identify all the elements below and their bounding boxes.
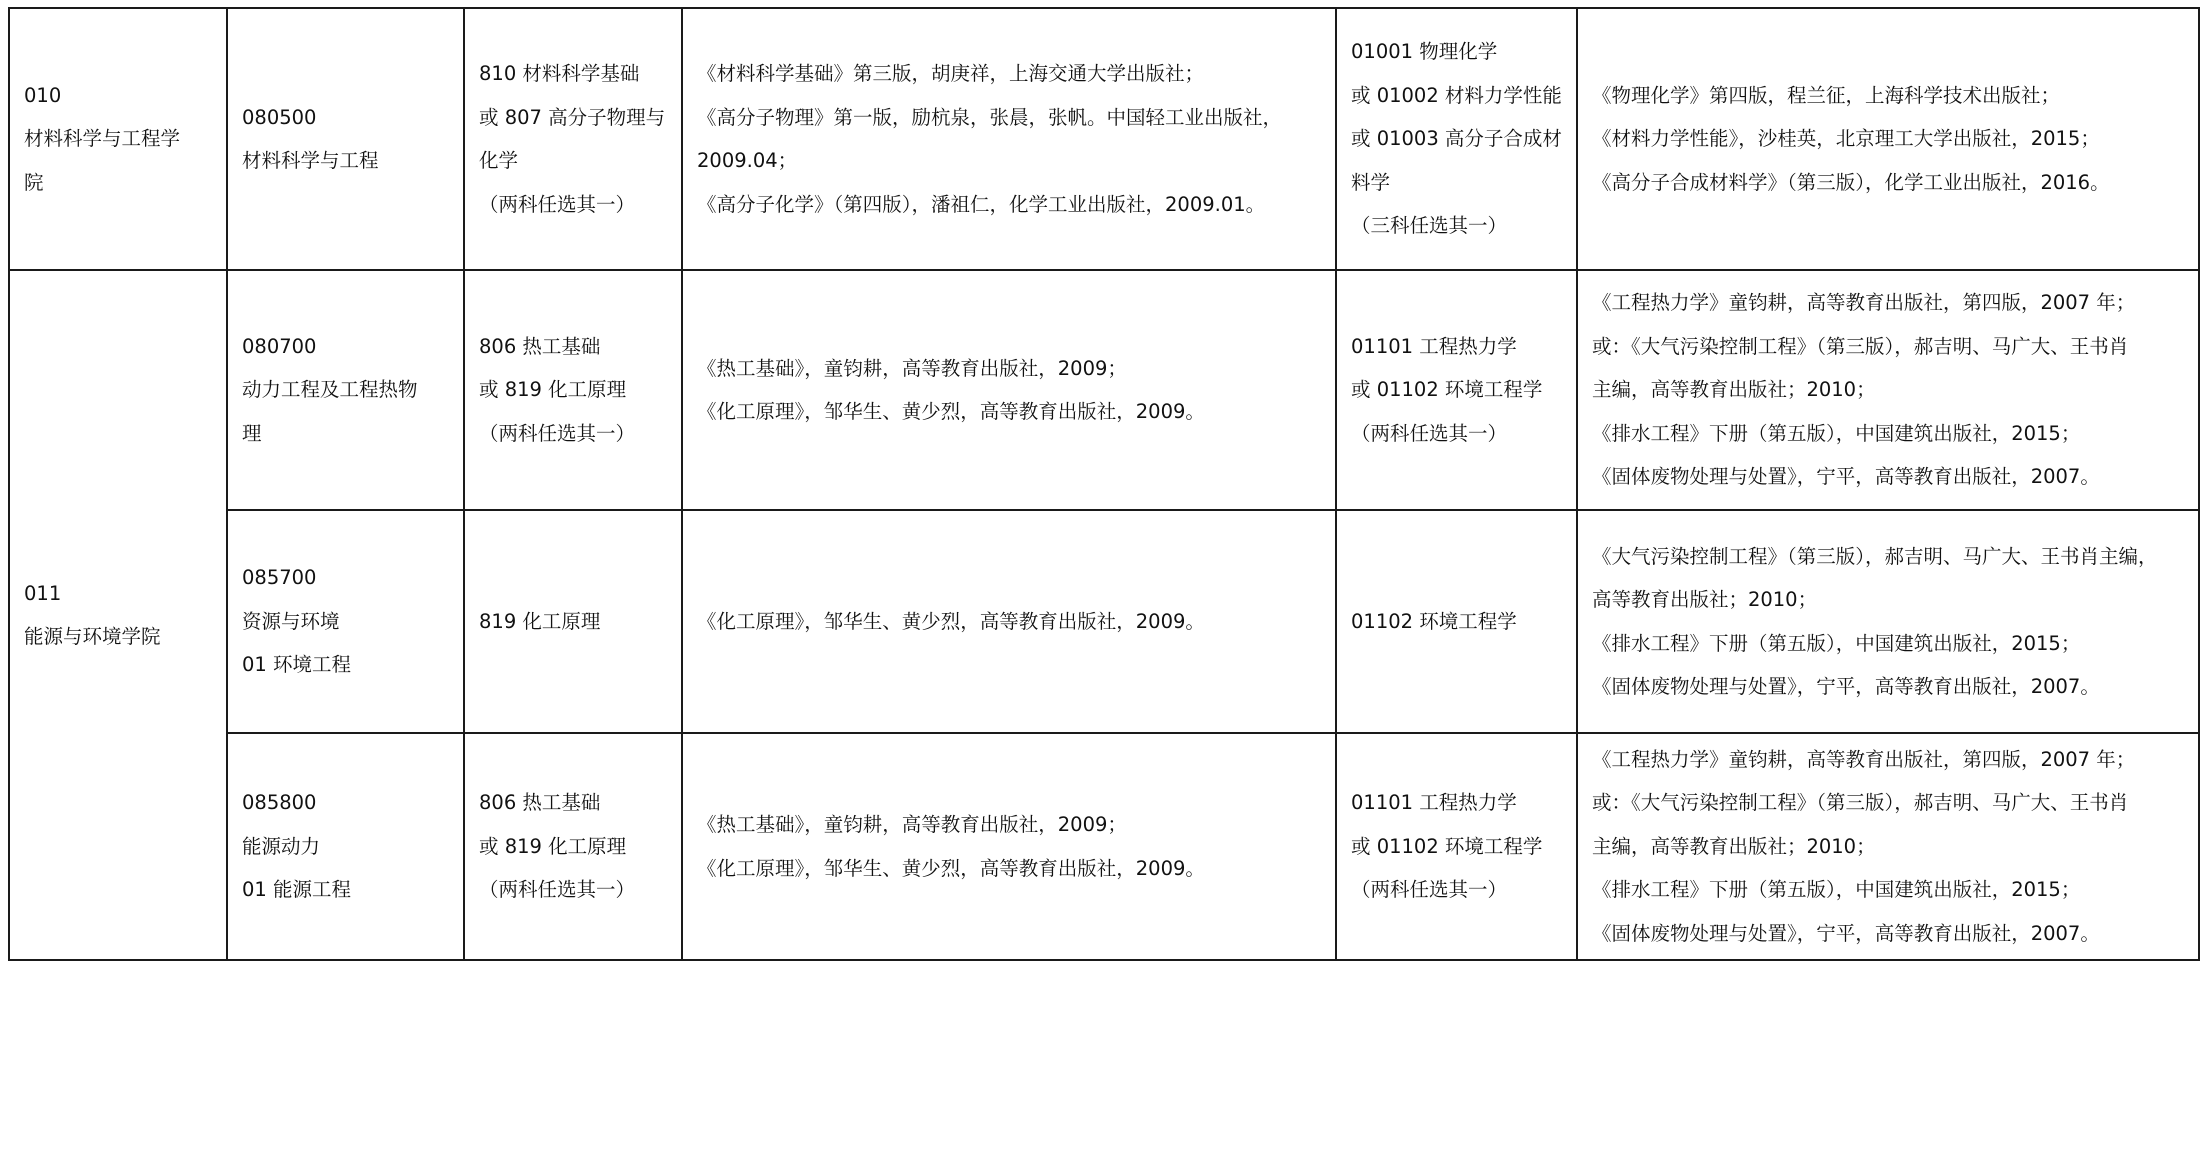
exam-subjects-cell — [464, 270, 682, 510]
cell-line: 能源动力 — [242, 834, 321, 858]
cell-line: 01 能源工程 — [242, 878, 352, 902]
cell-line: （两科任选其一） — [479, 878, 636, 902]
retest-subjects-cell — [1336, 270, 1577, 510]
cell-line: 或 01002 材料力学性能 — [1351, 83, 1562, 107]
retest-reference-books-cell — [1577, 510, 2199, 733]
exam-subjects-cell — [464, 510, 682, 733]
table-row — [9, 270, 2199, 510]
cell-line: 或 01102 环境工程学 — [1351, 834, 1543, 858]
cell-line: 材料科学与工程 — [242, 149, 379, 172]
cell-line: 或 819 化工原理 — [479, 834, 627, 858]
retest-subjects-cell — [1336, 510, 1577, 733]
cell-line: 《工程热力学》童钧耕，高等教育出版社，第四版，2007 年； — [1591, 747, 2136, 771]
cell-line: 《固体废物处理与处置》，宁平，高等教育出版社，2007。 — [1591, 465, 2100, 489]
cell-line: 或：《大气污染控制工程》（第三版），郝吉明、马广大、王书肖 — [1591, 334, 2129, 358]
cell-line: 《排水工程》下册（第五版），中国建筑出版社，2015； — [1591, 878, 2081, 902]
retest-subjects-cell — [1336, 733, 1577, 960]
cell-line: 《高分子合成材料学》（第三版），化学工业出版社，2016。 — [1591, 170, 2110, 194]
cell-line: 理 — [242, 421, 262, 445]
cell-line: 能源与环境学院 — [24, 625, 161, 648]
cell-line: 810 材料科学基础 — [479, 62, 640, 85]
exam-subjects-cell — [464, 733, 682, 960]
cell-line: （三科任选其一） — [1351, 214, 1508, 238]
table-row — [9, 510, 2199, 733]
college-cell — [9, 270, 227, 960]
cell-line: 819 化工原理 — [479, 609, 601, 633]
major-cell — [227, 8, 464, 270]
cell-line: 《大气污染控制工程》（第三版），郝吉明、马广大、王书肖主编， — [1591, 544, 2158, 568]
cell-line: 或 807 高分子物理与 — [479, 105, 666, 129]
exam-catalog-table — [8, 7, 2200, 961]
cell-line: 《物理化学》第四版，程兰征，上海科学技术出版社； — [1591, 83, 2060, 107]
cell-line: 085800 — [242, 791, 317, 815]
cell-line: 动力工程及工程热物 — [242, 378, 418, 402]
table-row — [9, 733, 2199, 960]
reference-books-cell — [682, 733, 1336, 960]
cell-line: 《排水工程》下册（第五版），中国建筑出版社，2015； — [1591, 421, 2081, 445]
cell-line: 01 环境工程 — [242, 653, 352, 677]
cell-line: 主编，高等教育出版社；2010； — [1591, 834, 1876, 858]
retest-reference-books-cell — [1577, 733, 2199, 960]
cell-line: 《固体废物处理与处置》，宁平，高等教育出版社，2007。 — [1591, 675, 2100, 698]
cell-line: 《材料力学性能》，沙桂英，北京理工大学出版社，2015； — [1591, 127, 2100, 151]
cell-line: 材料科学与工程学 — [24, 127, 181, 151]
college-cell — [9, 8, 227, 270]
cell-line: 或：《大气污染控制工程》（第三版），郝吉明、马广大、王书肖 — [1591, 791, 2129, 815]
cell-line: 院 — [24, 170, 44, 194]
cell-line: （两科任选其一） — [479, 421, 636, 445]
major-cell — [227, 510, 464, 733]
cell-line: 《固体废物处理与处置》，宁平，高等教育出版社，2007。 — [1591, 921, 2100, 945]
cell-line: 806 热工基础 — [479, 334, 601, 358]
reference-books-cell — [682, 510, 1336, 733]
cell-line: 主编，高等教育出版社；2010； — [1591, 378, 1876, 402]
cell-line: 01001 物理化学 — [1351, 40, 1498, 64]
cell-line: （两科任选其一） — [1351, 878, 1508, 902]
cell-line: 080700 — [242, 334, 317, 358]
cell-line: 或 01102 环境工程学 — [1351, 378, 1543, 402]
cell-line: 080500 — [242, 105, 317, 129]
cell-line: 《化工原理》，邹华生、黄少烈，高等教育出版社，2009。 — [697, 856, 1205, 880]
exam-subjects-cell — [464, 8, 682, 270]
cell-line: 01102 环境工程学 — [1351, 609, 1517, 633]
cell-line: 《材料科学基础》第三版，胡庚祥，上海交通大学出版社； — [697, 62, 1205, 85]
cell-line: 01101 工程热力学 — [1351, 791, 1517, 815]
cell-line: 高等教育出版社；2010； — [1591, 588, 1818, 611]
cell-line: 《高分子化学》（第四版），潘祖仁，化学工业出版社，2009.01。 — [697, 192, 1266, 216]
cell-line: 化学 — [479, 149, 519, 172]
cell-line: 《化工原理》，邹华生、黄少烈，高等教育出版社，2009。 — [697, 400, 1205, 423]
cell-line: 085700 — [242, 566, 317, 590]
cell-line: 《高分子物理》第一版，励杭泉，张晨，张帆。中国轻工业出版社， — [697, 105, 1283, 129]
cell-line: 《工程热力学》童钧耕，高等教育出版社，第四版，2007 年； — [1591, 291, 2136, 315]
retest-reference-books-cell — [1577, 270, 2199, 510]
cell-line: 料学 — [1351, 170, 1391, 194]
cell-line: 或 819 化工原理 — [479, 378, 627, 402]
cell-line: 或 01003 高分子合成材 — [1351, 127, 1562, 151]
cell-line: （两科任选其一） — [1351, 421, 1508, 445]
major-cell — [227, 270, 464, 510]
cell-line: 010 — [24, 83, 62, 107]
table-row — [9, 8, 2199, 270]
cell-line: 2009.04； — [697, 149, 798, 172]
cell-line: 《热工基础》，童钧耕，高等教育出版社，2009； — [697, 356, 1127, 380]
major-cell — [227, 733, 464, 960]
retest-subjects-cell — [1336, 8, 1577, 270]
reference-books-cell — [682, 8, 1336, 270]
cell-line: 资源与环境 — [242, 609, 340, 633]
cell-line: （两科任选其一） — [479, 192, 636, 216]
cell-line: 《化工原理》，邹华生、黄少烈，高等教育出版社，2009。 — [697, 609, 1205, 633]
cell-line: 《排水工程》下册（第五版），中国建筑出版社，2015； — [1591, 631, 2081, 655]
reference-books-cell — [682, 270, 1336, 510]
retest-reference-books-cell — [1577, 8, 2199, 270]
cell-line: 011 — [24, 581, 62, 605]
cell-line: 01101 工程热力学 — [1351, 334, 1517, 358]
cell-line: 《热工基础》，童钧耕，高等教育出版社，2009； — [697, 813, 1127, 836]
cell-line: 806 热工基础 — [479, 791, 601, 815]
